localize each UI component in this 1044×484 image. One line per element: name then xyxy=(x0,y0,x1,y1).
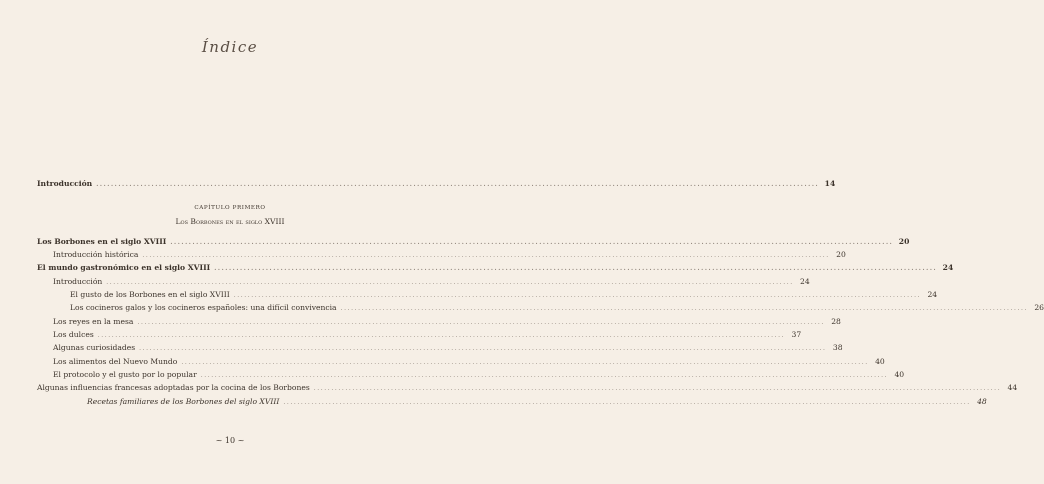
leader-dots xyxy=(170,237,893,249)
leader-dots xyxy=(234,290,921,302)
toc-entry[interactable] xyxy=(37,316,841,328)
toc-entry[interactable] xyxy=(37,289,938,301)
toc-entry-page: 44 xyxy=(1007,383,1018,392)
leader-dots xyxy=(137,317,824,329)
toc-entry-label: Los Borbones en el siglo XVIII xyxy=(37,237,167,246)
leader-dots xyxy=(214,263,937,275)
toc-entry-page: 24 xyxy=(800,277,810,286)
toc-entry-label: Introducción xyxy=(53,277,103,286)
toc-entry-label: Los reyes en la mesa xyxy=(53,317,134,326)
toc-entry-page: 38 xyxy=(832,343,843,352)
toc-entry[interactable] xyxy=(37,236,910,248)
toc-entry[interactable] xyxy=(37,249,846,261)
leader-dots xyxy=(341,303,1028,315)
toc-entry-label: Algunas influencias francesas adoptadas por la cocina de los Borbones xyxy=(37,383,310,392)
leader-dots xyxy=(96,179,819,191)
toc-entry-page: 40 xyxy=(894,370,905,379)
toc-entry[interactable] xyxy=(37,369,905,381)
index-title: Índice xyxy=(201,38,259,56)
leader-dots xyxy=(181,357,868,369)
leader-dots xyxy=(201,370,888,382)
leader-dots xyxy=(314,383,1001,395)
chapter-title: Los Borbones en el siglo XVIII xyxy=(175,217,285,226)
toc-entry-page: 26 xyxy=(1034,303,1044,312)
leader-dots xyxy=(283,397,970,409)
toc-entry-page: 24 xyxy=(927,290,938,299)
toc-entry-page: 20 xyxy=(898,237,910,246)
toc-entry-label: Algunas curiosidades xyxy=(53,343,136,352)
toc-entry[interactable] xyxy=(37,262,954,274)
toc-entry-label: Introducción xyxy=(37,179,93,188)
chapter-label: CAPÍTULO PRIMERO xyxy=(194,205,266,211)
toc-entry-page: 40 xyxy=(875,357,885,366)
toc-entry-label: El protocolo y el gusto por lo popular xyxy=(53,370,197,379)
leader-dots xyxy=(139,343,826,355)
leader-dots xyxy=(106,277,793,289)
toc-entry[interactable] xyxy=(37,356,885,368)
toc-entry[interactable] xyxy=(37,276,810,288)
leader-dots xyxy=(98,330,785,342)
toc-entry-page: 37 xyxy=(791,330,802,339)
page-number: ~ 10 ~ xyxy=(215,436,245,445)
toc-entry-label: Recetas familiares de los Borbones del siglo XVIII xyxy=(87,397,280,406)
toc-entry-page: 24 xyxy=(942,263,954,272)
toc-entry-label: El gusto de los Borbones en el siglo XVIII xyxy=(70,290,230,299)
leader-dots xyxy=(142,250,829,262)
toc-entry[interactable] xyxy=(37,329,802,341)
toc-entry-page: 14 xyxy=(824,179,836,188)
toc-entry-label: Introducción histórica xyxy=(53,250,139,259)
toc-entry[interactable] xyxy=(37,342,843,354)
toc-entry[interactable] xyxy=(37,382,1018,394)
toc-entry-label: El mundo gastronómico en el siglo XVIII xyxy=(37,263,211,272)
toc-entry-introduccion[interactable] xyxy=(37,178,836,190)
toc-entry-page: 20 xyxy=(836,250,846,259)
toc-entry[interactable] xyxy=(37,302,1044,314)
toc-entry-label: Los alimentos del Nuevo Mundo xyxy=(53,357,178,366)
toc-entry-page: 28 xyxy=(831,317,841,326)
toc-entry-page: 48 xyxy=(977,397,987,406)
toc-entry-recipes[interactable] xyxy=(37,396,987,408)
toc-entry-label: Los cocineros galos y los cocineros españoles: una difícil convivencia xyxy=(70,303,337,312)
toc-entry-label: Los dulces xyxy=(53,330,94,339)
